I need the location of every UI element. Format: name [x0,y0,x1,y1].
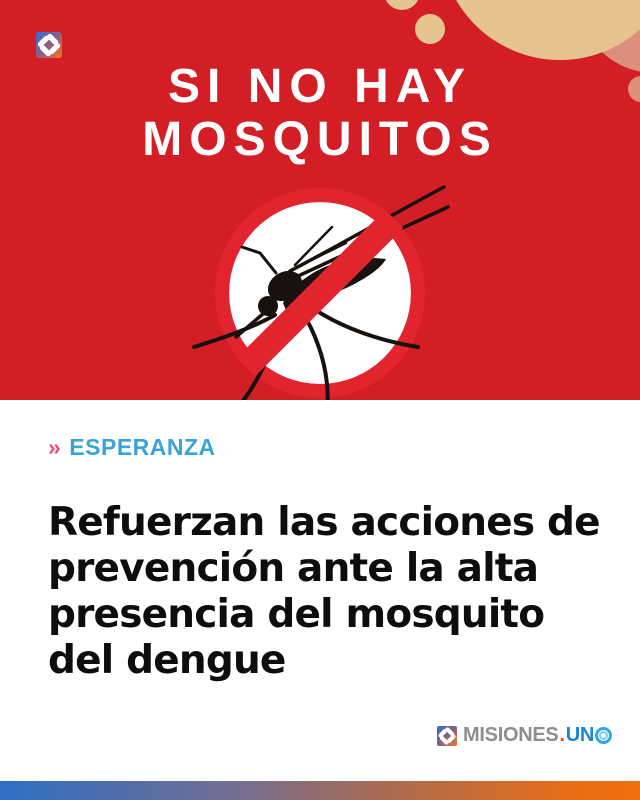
banner-title [0,60,640,166]
decorative-circle [415,14,445,44]
pinwheel-logo-icon-small [437,726,457,746]
category-tag [48,434,216,461]
pinwheel-logo-icon [36,32,62,58]
gradient-footer-bar [0,781,640,800]
wordmark-misiones: MISIONES [463,724,559,746]
footer-brand [437,724,612,747]
category-label: ESPERANZA [69,434,216,460]
article-card [0,400,640,781]
wordmark-dot: . [559,724,565,746]
wordmark-un: UN [565,724,594,746]
headline: Refuerzan las acciones de prevención ante la alta presencia del mosquito del dengue [48,500,600,683]
banner-title-line1: SI NO HAY [168,60,472,113]
uno-o-icon [595,727,612,744]
decorative-circle [384,0,420,10]
brand-wordmark [463,724,612,747]
chevron-marker-icon: » [48,434,62,460]
no-mosquito-icon [180,153,460,400]
banner-title-line2: MOSQUITOS [142,113,498,166]
